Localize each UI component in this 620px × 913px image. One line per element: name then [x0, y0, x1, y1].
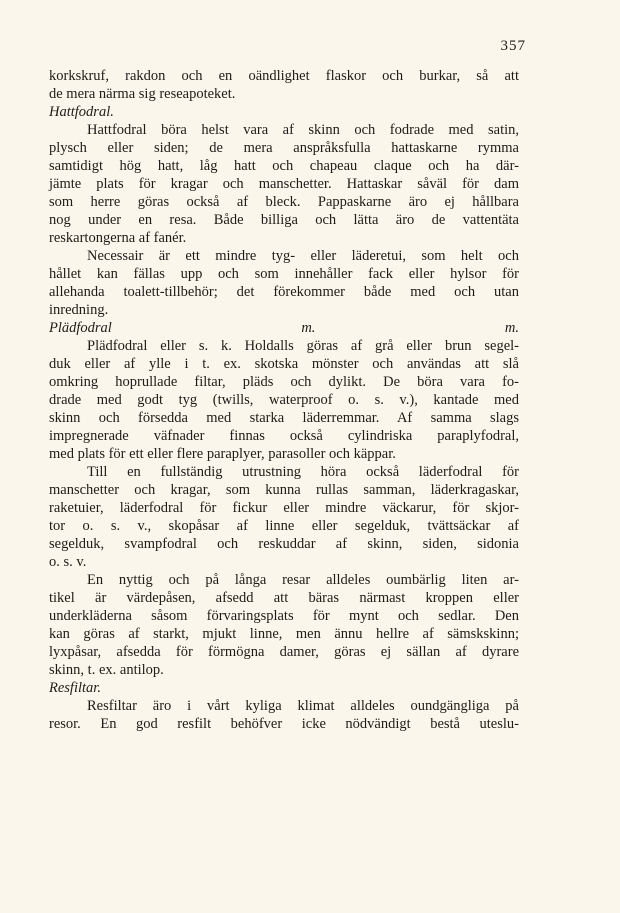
text-line: inredning.: [49, 302, 109, 318]
text-line: med plats för ett eller flere paraplyer, parasoller och käppar.: [49, 446, 396, 462]
text-line: omkring hoprullade filtar, pläds och dylikt. De böra vara fo-: [49, 374, 519, 390]
paragraph: [49, 121, 519, 247]
intro-paragraph: [49, 67, 519, 103]
text-line: Hattfodral böra helst vara af skinn och fodrade med satin,: [87, 122, 519, 138]
text-line: o. s. v.: [49, 554, 87, 570]
text-line: Resfiltar äro i vårt kyliga klimat alldeles oundgängliga på: [87, 698, 519, 714]
text-line: hållet kan fällas upp och som innehåller fack eller hylsor för: [49, 266, 519, 282]
text-line: raketuier, läderfodral för fickur eller mindre väckarur, för skjor-: [49, 500, 519, 516]
page-number: 357: [500, 38, 526, 54]
section-heading: Resfiltar.: [49, 680, 101, 696]
paragraph: [49, 571, 519, 679]
paragraph: [49, 247, 519, 319]
text-line: Till en fullständig utrustning höra också läderfodral för: [87, 464, 519, 480]
text-line: underkläderna såsom förvaringsplats för mynt och sedlar. Den: [49, 608, 519, 624]
text-line: manschetter och kragar, som kunna rullas samman, läderkragaskar,: [49, 482, 519, 498]
text-line: impregnerade väfnader finnas också cylindriska paraplyfodral,: [49, 428, 519, 444]
text-line: korkskruf, rakdon och en oändlighet flaskor och burkar, så att: [49, 68, 519, 84]
text-line: kan göras af starkt, mjukt linne, men ännu hellre af sämskskinn;: [49, 626, 519, 642]
text-line: segelduk, svampfodral och reskuddar af skinn, siden, sidonia: [49, 536, 519, 552]
text-line: Necessair är ett mindre tyg- eller läderetui, som helt och: [87, 248, 519, 264]
page-text: [49, 67, 519, 733]
text-line: resor. En god resfilt behöfver icke nödvändigt bestå uteslu-: [49, 716, 519, 732]
text-line: jämte plats för kragar och manschetter. Hattaskar såväl för dam: [49, 176, 519, 192]
text-line: nog under en resa. Både billiga och lätta äro de vattentäta: [49, 212, 519, 228]
text-line: samtidigt hög hatt, låg hatt och chapeau claque och ha där-: [49, 158, 519, 174]
text-line: skinn och försedda med starka läderremmar. Af samma slags: [49, 410, 519, 426]
text-line: plysch eller siden; de mera anspråksfulla hattaskarne rymma: [49, 140, 519, 156]
paragraph: [49, 697, 519, 733]
text-line: lyxpåsar, afsedda för förmögna damer, göras ej sällan af dyrare: [49, 644, 519, 660]
text-line: En nyttig och på långa resar alldeles oumbärlig liten ar-: [87, 572, 519, 588]
text-line: de mera närma sig reseapoteket.: [49, 86, 236, 102]
text-line: tor o. s. v., skopåsar af linne eller segelduk, tvättsäckar af: [49, 518, 519, 534]
section-heading: Hattfodral.: [49, 104, 114, 120]
text-line: allehanda toalett-tillbehör; det förekommer både med och utan: [49, 284, 519, 300]
paragraph: [49, 337, 519, 463]
text-line: skinn, t. ex. antilop.: [49, 662, 164, 678]
text-line: tikel är värdepåsen, afsedd att bäras närmast kroppen eller: [49, 590, 519, 606]
text-line: som herre göras också af bleck. Pappaskarne äro ej hållbara: [49, 194, 519, 210]
text-line: reskartongerna af fanér.: [49, 230, 187, 246]
text-line: duk eller af ylle i t. ex. skotska mönster och användas att slå: [49, 356, 519, 372]
text-line: drade med godt tyg (twills, waterproof o. s. v.), kantade med: [49, 392, 519, 408]
text-line: Plädfodral eller s. k. Holdalls göras af grå eller brun segel-: [87, 338, 519, 354]
paragraph: [49, 463, 519, 571]
section-heading: Plädfodral m. m.: [49, 320, 519, 336]
